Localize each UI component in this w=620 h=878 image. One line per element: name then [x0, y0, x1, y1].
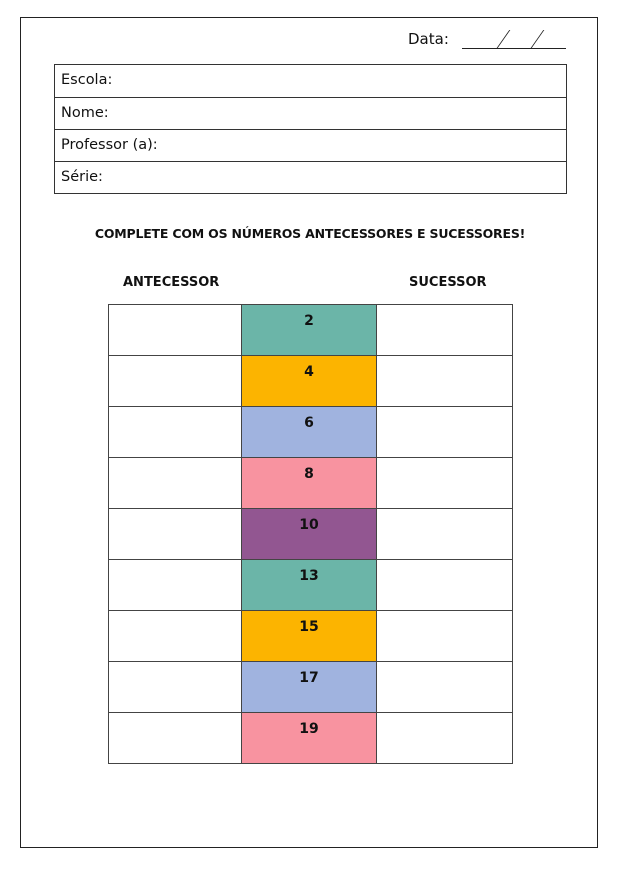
given-number-cell: 15: [241, 610, 377, 662]
successor-answer-cell[interactable]: [376, 457, 513, 509]
date-label: Data:: [408, 30, 449, 48]
grid-row: [108, 458, 514, 509]
school-label: Escola:: [61, 72, 113, 88]
given-number-cell: 6: [241, 406, 377, 458]
successor-answer-cell[interactable]: [376, 610, 513, 662]
predecessor-answer-cell[interactable]: [108, 661, 242, 713]
grid-row: [108, 305, 514, 356]
successor-answer-cell[interactable]: [376, 355, 513, 407]
grid-row: [108, 611, 514, 662]
name-field[interactable]: [55, 97, 566, 129]
grade-field[interactable]: [55, 161, 566, 193]
number-grid: [108, 305, 514, 764]
given-number-cell: 13: [241, 559, 377, 611]
name-label: Nome:: [61, 105, 109, 121]
school-field[interactable]: [55, 65, 566, 97]
given-number-cell: 8: [241, 457, 377, 509]
successor-answer-cell[interactable]: [376, 712, 513, 764]
teacher-label: Professor (a):: [61, 137, 158, 153]
successor-answer-cell[interactable]: [376, 304, 513, 356]
given-number-cell: 4: [241, 355, 377, 407]
predecessor-answer-cell[interactable]: [108, 712, 242, 764]
predecessor-answer-cell[interactable]: [108, 406, 242, 458]
given-number-cell: 2: [241, 304, 377, 356]
grid-row: [108, 713, 514, 764]
student-info-table: [54, 64, 567, 194]
given-number-cell: 19: [241, 712, 377, 764]
given-number-cell: 17: [241, 661, 377, 713]
grid-row: [108, 560, 514, 611]
teacher-field[interactable]: [55, 129, 566, 161]
successor-answer-cell[interactable]: [376, 559, 513, 611]
predecessor-answer-cell[interactable]: [108, 559, 242, 611]
instruction-text: COMPLETE COM OS NÚMEROS ANTECESSORES E SUCESSORES!: [94, 226, 526, 241]
successor-answer-cell[interactable]: [376, 406, 513, 458]
successor-answer-cell[interactable]: [376, 508, 513, 560]
grid-row: [108, 356, 514, 407]
predecessor-answer-cell[interactable]: [108, 457, 242, 509]
predecessor-answer-cell[interactable]: [108, 355, 242, 407]
grid-row: [108, 662, 514, 713]
predecessor-answer-cell[interactable]: [108, 508, 242, 560]
date-field[interactable]: [462, 48, 566, 49]
predecessor-answer-cell[interactable]: [108, 304, 242, 356]
predecessor-answer-cell[interactable]: [108, 610, 242, 662]
given-number-cell: 10: [241, 508, 377, 560]
predecessor-header: ANTECESSOR: [123, 275, 220, 290]
grade-label: Série:: [61, 169, 103, 185]
grid-row: [108, 509, 514, 560]
successor-header: SUCESSOR: [409, 275, 487, 290]
successor-answer-cell[interactable]: [376, 661, 513, 713]
grid-row: [108, 407, 514, 458]
